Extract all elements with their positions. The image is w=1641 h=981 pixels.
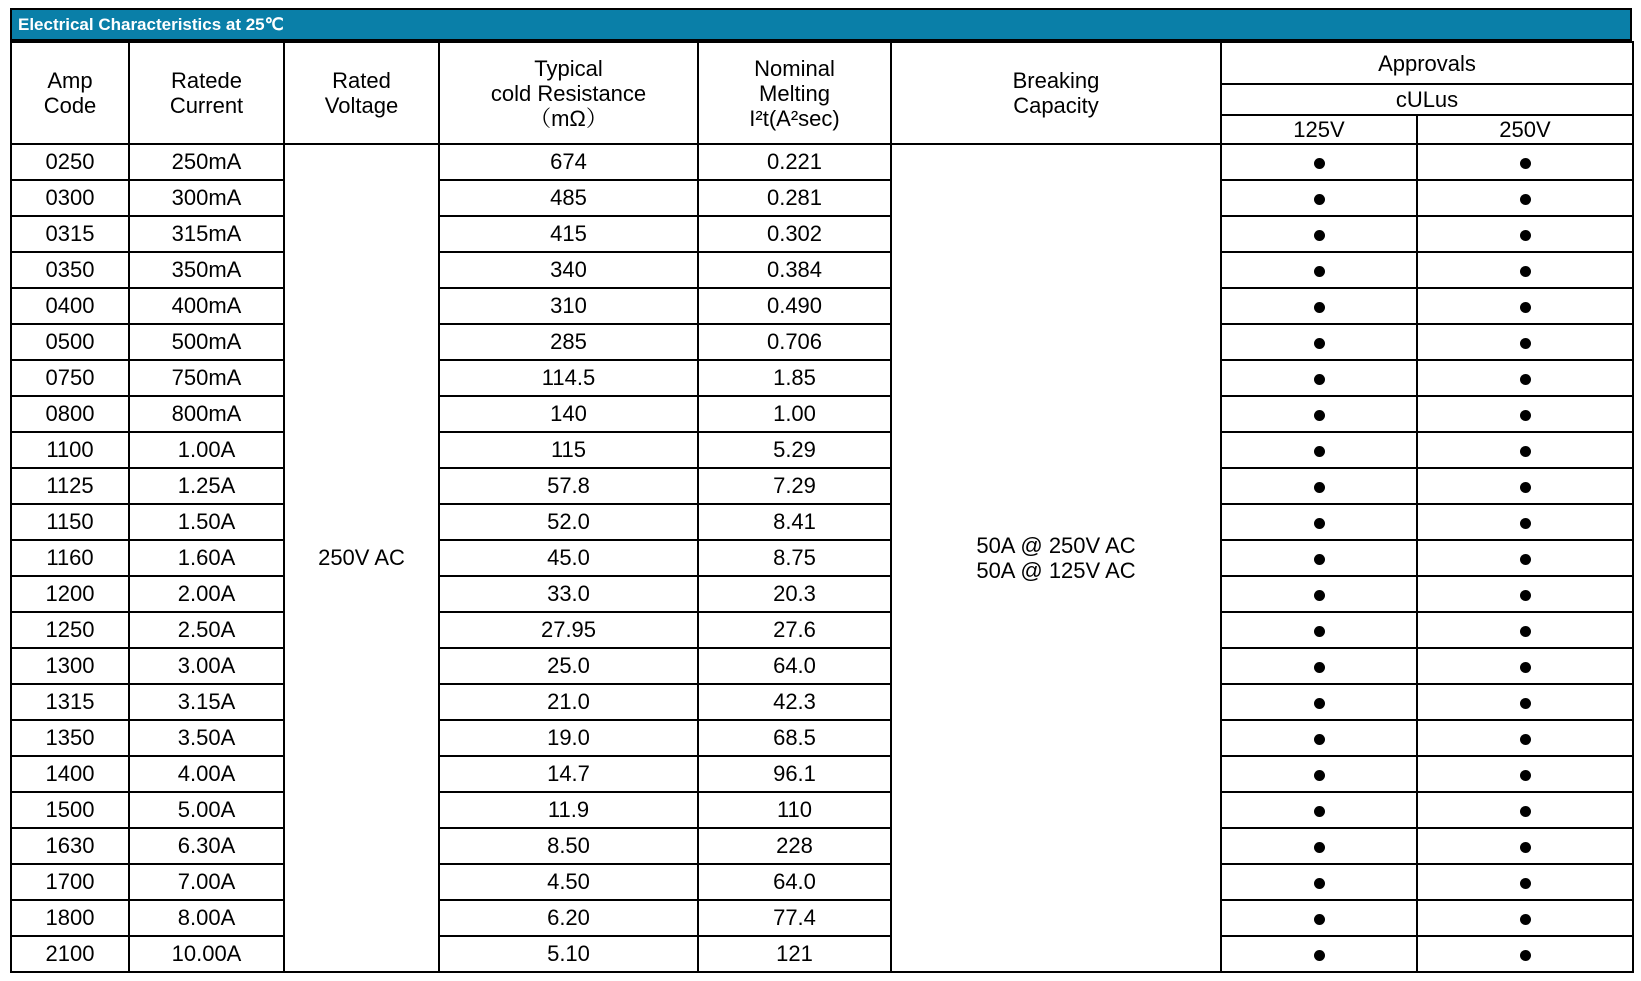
melting-i2t-cell: 228 [698,828,891,864]
amp-code-cell: 1200 [11,576,129,612]
cold-resistance-cell: 6.20 [439,900,698,936]
approval-dot-icon [1520,770,1531,781]
melting-i2t-cell: 0.490 [698,288,891,324]
table-row [11,288,1633,324]
approval-dot-icon [1314,194,1325,205]
melting-i2t-cell: 96.1 [698,756,891,792]
approval-dot-icon [1314,734,1325,745]
approval-125v-cell [1221,504,1417,540]
melting-i2t-cell: 64.0 [698,648,891,684]
table-row [11,936,1633,972]
cold-resistance-cell: 52.0 [439,504,698,540]
rated-current-cell: 5.00A [129,792,284,828]
table-row [11,900,1633,936]
table-row [11,612,1633,648]
approval-125v-cell [1221,540,1417,576]
approval-dot-icon [1314,878,1325,889]
header-culus: cULus [1221,84,1633,115]
cold-resistance-cell: 33.0 [439,576,698,612]
cold-resistance-cell: 25.0 [439,648,698,684]
approval-125v-cell [1221,216,1417,252]
melting-i2t-cell: 7.29 [698,468,891,504]
approval-dot-icon [1520,446,1531,457]
amp-code-cell: 0350 [11,252,129,288]
amp-code-cell: 1700 [11,864,129,900]
approval-dot-icon [1520,410,1531,421]
approval-250v-cell [1417,396,1633,432]
approval-dot-icon [1314,770,1325,781]
table-row [11,432,1633,468]
table-row [11,216,1633,252]
approval-250v-cell [1417,936,1633,972]
approval-dot-icon [1520,230,1531,241]
table-row [11,648,1633,684]
approval-250v-cell [1417,792,1633,828]
amp-code-cell: 0400 [11,288,129,324]
approval-dot-icon [1520,806,1531,817]
header-250v: 250V [1417,115,1633,144]
table-row [11,468,1633,504]
table-row [11,864,1633,900]
table-row [11,252,1633,288]
approval-250v-cell [1417,576,1633,612]
amp-code-cell: 0300 [11,180,129,216]
amp-code-cell: 1350 [11,720,129,756]
melting-i2t-cell: 42.3 [698,684,891,720]
cold-resistance-cell: 45.0 [439,540,698,576]
approval-250v-cell [1417,756,1633,792]
cold-resistance-cell: 140 [439,396,698,432]
approval-dot-icon [1314,518,1325,529]
amp-code-cell: 0500 [11,324,129,360]
approval-dot-icon [1314,338,1325,349]
approval-dot-icon [1520,518,1531,529]
table-row [11,144,1633,180]
approval-dot-icon [1314,482,1325,493]
melting-i2t-cell: 1.00 [698,396,891,432]
approval-125v-cell [1221,252,1417,288]
approval-125v-cell [1221,576,1417,612]
cold-resistance-cell: 310 [439,288,698,324]
table-row [11,576,1633,612]
amp-code-cell: 0800 [11,396,129,432]
approval-250v-cell [1417,864,1633,900]
approval-dot-icon [1314,230,1325,241]
cold-resistance-cell: 4.50 [439,864,698,900]
table-row [11,360,1633,396]
approval-125v-cell [1221,936,1417,972]
header-approvals: Approvals [1221,42,1633,84]
cold-resistance-cell: 57.8 [439,468,698,504]
cold-resistance-cell: 340 [439,252,698,288]
approval-250v-cell [1417,432,1633,468]
cold-resistance-cell: 27.95 [439,612,698,648]
amp-code-cell: 1125 [11,468,129,504]
approval-125v-cell [1221,396,1417,432]
approval-dot-icon [1520,842,1531,853]
header-rated-voltage: Rated Voltage [284,42,439,144]
cold-resistance-cell: 115 [439,432,698,468]
melting-i2t-cell: 68.5 [698,720,891,756]
approval-dot-icon [1520,266,1531,277]
amp-code-cell: 1800 [11,900,129,936]
approval-250v-cell [1417,144,1633,180]
melting-i2t-cell: 110 [698,792,891,828]
approval-dot-icon [1314,590,1325,601]
approval-250v-cell [1417,612,1633,648]
approval-250v-cell [1417,540,1633,576]
cold-resistance-cell: 114.5 [439,360,698,396]
amp-code-cell: 0250 [11,144,129,180]
amp-code-cell: 1100 [11,432,129,468]
melting-i2t-cell: 8.75 [698,540,891,576]
table-row [11,540,1633,576]
approval-125v-cell [1221,900,1417,936]
approval-dot-icon [1314,698,1325,709]
amp-code-cell: 1315 [11,684,129,720]
approval-dot-icon [1520,878,1531,889]
rated-current-cell: 300mA [129,180,284,216]
approval-dot-icon [1314,374,1325,385]
rated-current-cell: 1.50A [129,504,284,540]
approval-250v-cell [1417,828,1633,864]
breaking-capacity-cell: 50A @ 250V AC 50A @ 125V AC [891,144,1221,972]
amp-code-cell: 1160 [11,540,129,576]
amp-code-cell: 1630 [11,828,129,864]
cold-resistance-cell: 11.9 [439,792,698,828]
table-row [11,180,1633,216]
amp-code-cell: 1400 [11,756,129,792]
rated-current-cell: 4.00A [129,756,284,792]
table-row [11,324,1633,360]
approval-125v-cell [1221,612,1417,648]
melting-i2t-cell: 20.3 [698,576,891,612]
header-melting-i2t: Nominal Melting I²t(A²sec) [698,42,891,144]
table-row [11,828,1633,864]
melting-i2t-cell: 0.384 [698,252,891,288]
approval-250v-cell [1417,684,1633,720]
approval-dot-icon [1520,374,1531,385]
cold-resistance-cell: 8.50 [439,828,698,864]
rated-voltage-cell: 250V AC [284,144,439,972]
table-row [11,720,1633,756]
approval-dot-icon [1314,662,1325,673]
approval-125v-cell [1221,288,1417,324]
approval-250v-cell [1417,216,1633,252]
approval-125v-cell [1221,684,1417,720]
cold-resistance-cell: 5.10 [439,936,698,972]
approval-dot-icon [1520,734,1531,745]
amp-code-cell: 2100 [11,936,129,972]
cold-resistance-cell: 14.7 [439,756,698,792]
approval-dot-icon [1314,914,1325,925]
approval-dot-icon [1314,446,1325,457]
melting-i2t-cell: 8.41 [698,504,891,540]
table-row [11,396,1633,432]
header-cold-resistance: Typical cold Resistance （mΩ） [439,42,698,144]
melting-i2t-cell: 77.4 [698,900,891,936]
approval-dot-icon [1520,194,1531,205]
rated-current-cell: 8.00A [129,900,284,936]
rated-current-cell: 1.60A [129,540,284,576]
table-row [11,792,1633,828]
approval-dot-icon [1520,950,1531,961]
rated-current-cell: 7.00A [129,864,284,900]
melting-i2t-cell: 64.0 [698,864,891,900]
amp-code-cell: 0315 [11,216,129,252]
approval-125v-cell [1221,144,1417,180]
amp-code-cell: 1150 [11,504,129,540]
rated-current-cell: 250mA [129,144,284,180]
approval-dot-icon [1314,410,1325,421]
approval-dot-icon [1314,158,1325,169]
approval-dot-icon [1314,806,1325,817]
approval-125v-cell [1221,756,1417,792]
cold-resistance-cell: 21.0 [439,684,698,720]
approval-250v-cell [1417,720,1633,756]
approval-125v-cell [1221,792,1417,828]
header-125v: 125V [1221,115,1417,144]
cold-resistance-cell: 19.0 [439,720,698,756]
approval-250v-cell [1417,360,1633,396]
approval-dot-icon [1520,698,1531,709]
approval-125v-cell [1221,360,1417,396]
approval-125v-cell [1221,180,1417,216]
approval-dot-icon [1520,338,1531,349]
melting-i2t-cell: 1.85 [698,360,891,396]
rated-current-cell: 500mA [129,324,284,360]
approval-dot-icon [1520,554,1531,565]
approval-dot-icon [1520,590,1531,601]
cold-resistance-cell: 674 [439,144,698,180]
table-body [11,144,1633,972]
table-title: Electrical Characteristics at 25℃ [10,8,1632,41]
amp-code-cell: 1500 [11,792,129,828]
approval-dot-icon [1520,914,1531,925]
approval-125v-cell [1221,324,1417,360]
header-amp-code: Amp Code [11,42,129,144]
approval-dot-icon [1314,950,1325,961]
table-row [11,684,1633,720]
approval-dot-icon [1314,554,1325,565]
approval-250v-cell [1417,900,1633,936]
approval-dot-icon [1520,626,1531,637]
approval-dot-icon [1520,482,1531,493]
amp-code-cell: 1250 [11,612,129,648]
rated-current-cell: 3.15A [129,684,284,720]
rated-current-cell: 800mA [129,396,284,432]
rated-current-cell: 315mA [129,216,284,252]
approval-dot-icon [1520,158,1531,169]
approval-dot-icon [1314,302,1325,313]
approval-250v-cell [1417,648,1633,684]
header-rated-current: Ratede Current [129,42,284,144]
approval-250v-cell [1417,288,1633,324]
spec-sheet [10,8,1632,973]
table-row [11,756,1633,792]
approval-250v-cell [1417,468,1633,504]
rated-current-cell: 3.00A [129,648,284,684]
melting-i2t-cell: 27.6 [698,612,891,648]
cold-resistance-cell: 285 [439,324,698,360]
approval-dot-icon [1314,626,1325,637]
cold-resistance-cell: 415 [439,216,698,252]
approval-125v-cell [1221,648,1417,684]
rated-current-cell: 3.50A [129,720,284,756]
approval-125v-cell [1221,432,1417,468]
rated-current-cell: 2.00A [129,576,284,612]
rated-current-cell: 350mA [129,252,284,288]
approval-dot-icon [1520,302,1531,313]
rated-current-cell: 10.00A [129,936,284,972]
approval-125v-cell [1221,828,1417,864]
rated-current-cell: 1.00A [129,432,284,468]
electrical-characteristics-table [10,41,1634,973]
melting-i2t-cell: 121 [698,936,891,972]
melting-i2t-cell: 0.281 [698,180,891,216]
cold-resistance-cell: 485 [439,180,698,216]
amp-code-cell: 0750 [11,360,129,396]
melting-i2t-cell: 0.221 [698,144,891,180]
rated-current-cell: 2.50A [129,612,284,648]
melting-i2t-cell: 0.706 [698,324,891,360]
header-breaking-capacity: Breaking Capacity [891,42,1221,144]
rated-current-cell: 1.25A [129,468,284,504]
approval-250v-cell [1417,252,1633,288]
approval-125v-cell [1221,468,1417,504]
approval-dot-icon [1314,842,1325,853]
rated-current-cell: 750mA [129,360,284,396]
approval-250v-cell [1417,504,1633,540]
approval-dot-icon [1314,266,1325,277]
melting-i2t-cell: 5.29 [698,432,891,468]
melting-i2t-cell: 0.302 [698,216,891,252]
rated-current-cell: 400mA [129,288,284,324]
rated-current-cell: 6.30A [129,828,284,864]
approval-250v-cell [1417,324,1633,360]
approval-125v-cell [1221,864,1417,900]
amp-code-cell: 1300 [11,648,129,684]
approval-250v-cell [1417,180,1633,216]
approval-dot-icon [1520,662,1531,673]
table-row [11,504,1633,540]
approval-125v-cell [1221,720,1417,756]
